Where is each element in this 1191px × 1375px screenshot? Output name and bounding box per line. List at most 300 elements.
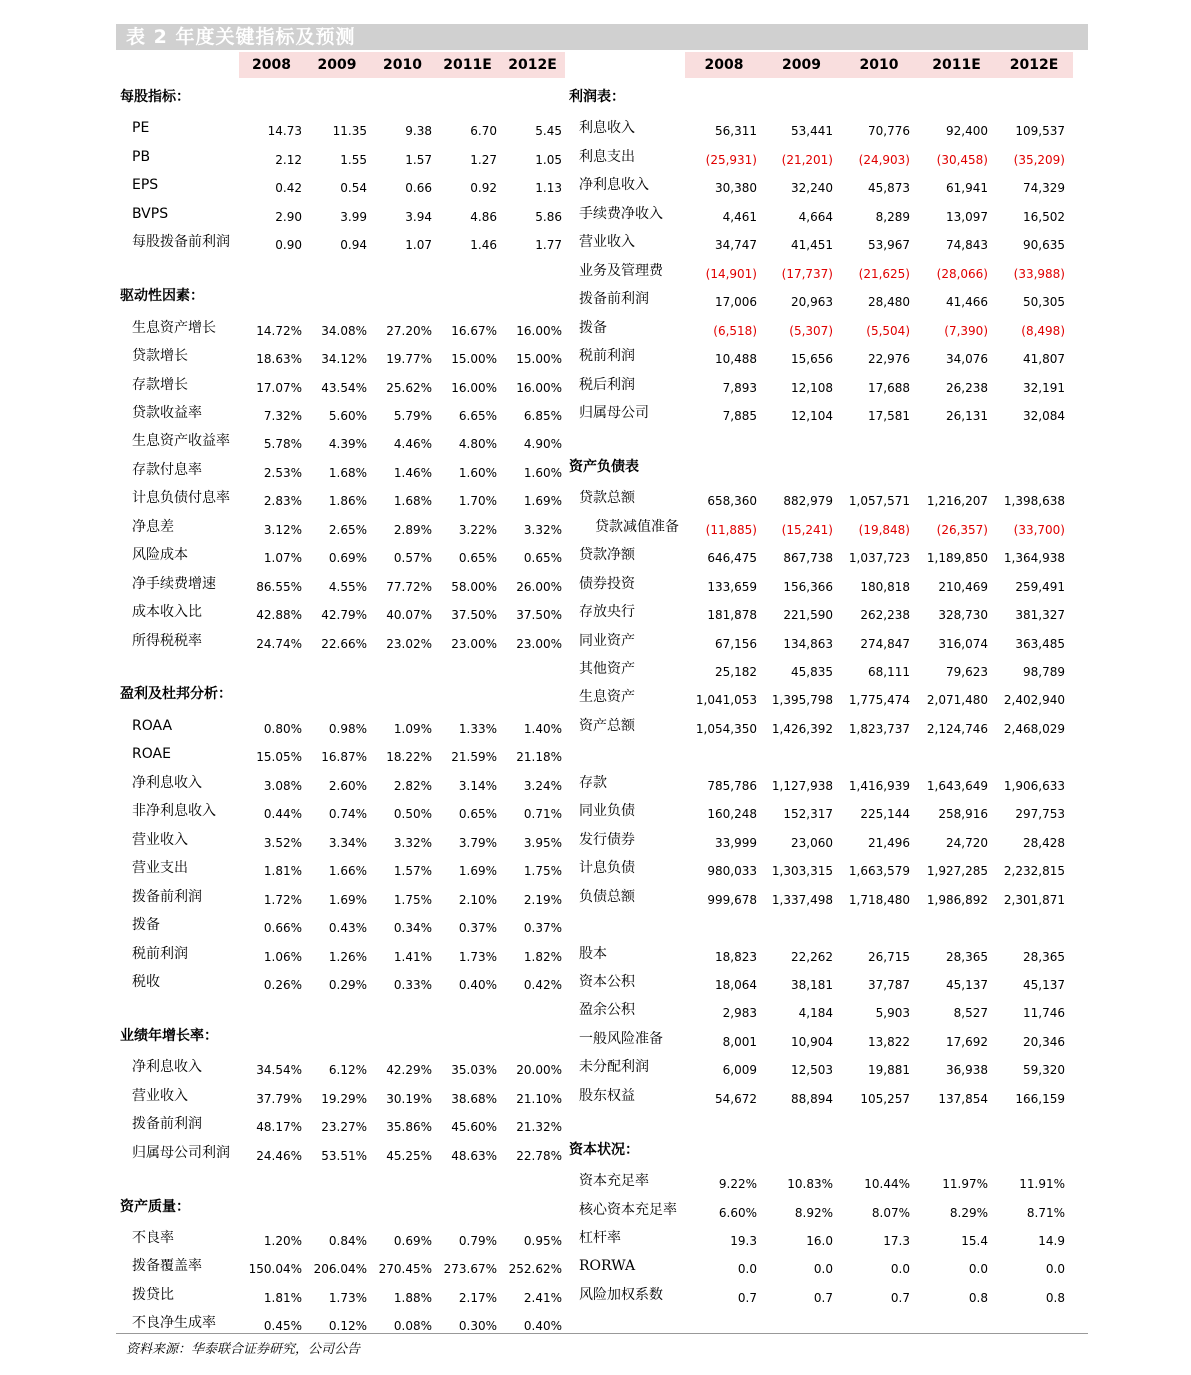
row-label: 净利息收入 [132, 774, 202, 791]
cell-2011e: 79,623 [946, 665, 988, 679]
cell-2012e: 2.41% [523, 1290, 562, 1305]
row-label: 贷款净额 [579, 547, 635, 564]
row-label: 归属母公司利润 [132, 1144, 230, 1161]
cell-2008: 2.83% [263, 494, 302, 509]
cell-2008: 33,999 [715, 835, 757, 850]
cell-2011e: 48.63% [451, 1148, 497, 1163]
cell-2009: 38,181 [791, 977, 833, 992]
cell-2009: 12,104 [791, 408, 833, 423]
cell-2009: 3.99 [340, 209, 367, 224]
right-section-row [0, 457, 1191, 485]
cell-2009: 32,240 [791, 181, 833, 196]
cell-2008: 14.73 [267, 124, 302, 139]
cell-2009: 0.7 [813, 1290, 833, 1305]
right-year-2011e: 2011E [932, 57, 981, 73]
cell-2012e: 98,789 [1023, 665, 1065, 679]
cell-2012e: 3.32% [523, 522, 562, 537]
row-label: 风险加权系数 [579, 1286, 663, 1303]
row-label: 利息支出 [579, 148, 635, 165]
right-table-row [0, 172, 1191, 200]
cell-2010: (5,504) [866, 323, 910, 338]
cell-2010: 9.38 [405, 124, 432, 139]
cell-2008: 15.05% [256, 750, 302, 765]
cell-2008: 9.22% [718, 1177, 757, 1192]
cell-2010: 1,718,480 [848, 892, 910, 907]
cell-2008: 3.52% [263, 835, 302, 850]
cell-2011e: 1,643,649 [926, 778, 988, 793]
row-label: 拨备 [132, 917, 160, 934]
cell-2012e: 21.18% [516, 750, 562, 765]
cell-2012e: 28,365 [1023, 949, 1065, 964]
cell-2011e: 24,720 [946, 835, 988, 850]
cell-2010: 0.7 [890, 1290, 910, 1305]
cell-2011e: (7,390) [944, 323, 988, 338]
cell-2010: 1.41% [393, 949, 432, 964]
cell-2008: 37.79% [256, 1091, 302, 1106]
cell-2008: 54,672 [715, 1091, 757, 1106]
cell-2011e: 23.00% [451, 636, 497, 651]
cell-2009: 5.60% [328, 408, 367, 423]
cell-2008: 67,156 [715, 636, 757, 651]
cell-2012e: 6.85% [523, 408, 562, 423]
row-label: 存款增长 [132, 376, 188, 393]
cell-2012e: 1.69% [523, 494, 562, 509]
cell-2012e: 1.13 [535, 181, 562, 196]
cell-2010: 5,903 [875, 1006, 910, 1021]
cell-2012e: (33,988) [1013, 266, 1065, 281]
cell-2011e: 2.10% [458, 892, 497, 907]
row-label: 债券投资 [579, 575, 635, 592]
cell-2011e: 74,843 [946, 238, 988, 253]
cell-2009: 0.0 [813, 1262, 833, 1277]
cell-2008: 3.08% [263, 778, 302, 793]
cell-2009: 34.08% [321, 323, 367, 338]
right-table-row [0, 400, 1191, 428]
cell-2010: (24,903) [858, 152, 910, 167]
cell-2011e: 37.50% [451, 608, 497, 623]
cell-2012e: (35,209) [1013, 152, 1065, 167]
row-label: 成本收入比 [132, 604, 202, 621]
cell-2009: 1.26% [328, 949, 367, 964]
cell-2011e: 316,074 [938, 636, 988, 651]
right-table-row [0, 969, 1191, 997]
cell-2008: 646,475 [707, 551, 757, 566]
cell-2011e: 0.79% [458, 1234, 497, 1248]
cell-2008: 2,983 [722, 1006, 757, 1021]
row-label: 资产总额 [579, 717, 635, 734]
left-year-2009: 2009 [317, 57, 357, 73]
cell-2010: 3.94 [405, 209, 432, 224]
cell-2011e: 28,365 [946, 949, 988, 964]
cell-2008: (25,931) [705, 152, 757, 167]
cell-2012e: 16,502 [1023, 209, 1065, 224]
cell-2009: 3.34% [328, 835, 367, 850]
cell-2009: 45,835 [791, 665, 833, 679]
right-table-row [0, 628, 1191, 656]
cell-2012e: (8,498) [1021, 323, 1065, 338]
cell-2012e: 21.32% [516, 1120, 562, 1135]
cell-2008: 0.44% [263, 807, 302, 822]
cell-2008: 24.46% [256, 1148, 302, 1163]
cell-2008: 4,461 [722, 209, 757, 224]
right-year-2012e: 2012E [1009, 57, 1059, 73]
row-label: 贷款收益率 [132, 404, 202, 421]
cell-2009: 2.60% [328, 778, 367, 793]
row-label: 拨备覆盖率 [132, 1258, 202, 1275]
cell-2011e: 38.68% [451, 1091, 497, 1106]
row-label: 业务及管理费 [579, 262, 663, 279]
cell-2012e: 363,485 [1015, 636, 1065, 651]
cell-2010: 23.02% [386, 636, 432, 651]
cell-2010: 0.08% [393, 1319, 432, 1334]
right-table-row [0, 827, 1191, 855]
right-table-row [0, 884, 1191, 912]
cell-2010: 1.57% [393, 864, 432, 879]
cell-2012e: 74,329 [1023, 181, 1065, 196]
cell-2011e: 0.30% [458, 1319, 497, 1334]
cell-2010: 28,480 [868, 295, 910, 310]
row-label: ROAA [132, 717, 173, 734]
cell-2010: 26,715 [868, 949, 910, 964]
cell-2011e: (26,357) [936, 522, 988, 537]
cell-2010: 3.32% [393, 835, 432, 850]
cell-2010: 77.72% [386, 579, 432, 594]
cell-2008: 1.07% [263, 551, 302, 566]
cell-2009: 1,127,938 [771, 778, 833, 793]
cell-2008: 0.26% [263, 977, 302, 992]
cell-2012e: 2.19% [523, 892, 562, 907]
cell-2010: 1,037,723 [848, 551, 910, 566]
cell-2012e: 5.86 [535, 209, 562, 224]
right-table-row [0, 599, 1191, 627]
cell-2010: 40.07% [386, 608, 432, 623]
cell-2008: (14,901) [705, 266, 757, 281]
cell-2012e: 22.78% [516, 1148, 562, 1163]
cell-2009: 1,395,798 [771, 693, 833, 708]
cell-2012e: 23.00% [516, 636, 562, 651]
cell-2012e: 0.95% [523, 1234, 562, 1248]
row-label: 资本公积 [579, 973, 635, 990]
left-table-row [0, 741, 1191, 769]
cell-2011e: 0.0 [968, 1262, 988, 1277]
row-label: 非净利息收入 [132, 803, 216, 820]
cell-2010: 68,111 [868, 665, 910, 679]
row-label: ROAE [132, 746, 171, 763]
cell-2011e: 11.97% [942, 1177, 988, 1192]
row-label: 拨备 [579, 319, 607, 336]
cell-2008: 42.88% [256, 608, 302, 623]
cell-2009: 12,108 [791, 380, 833, 395]
cell-2011e: 16.67% [451, 323, 497, 338]
cell-2009: 0.98% [328, 721, 367, 736]
cell-2010: 17,688 [868, 380, 910, 395]
row-label: 一般风险准备 [579, 1030, 663, 1047]
right-table-row [0, 1282, 1191, 1310]
cell-2009: 134,863 [783, 636, 833, 651]
cell-2009: 10.83% [787, 1177, 833, 1192]
cell-2009: 41,451 [791, 238, 833, 253]
cell-2008: (6,518) [713, 323, 757, 338]
cell-2008: 48.17% [256, 1120, 302, 1135]
cell-2011e: 273.67% [443, 1262, 497, 1277]
right-table-row [0, 343, 1191, 371]
cell-2012e: 59,320 [1023, 1063, 1065, 1078]
cell-2012e: 20.00% [516, 1063, 562, 1078]
cell-2008: 2.12 [275, 152, 302, 167]
cell-2011e: 1.46 [470, 238, 497, 253]
cell-2011e: 58.00% [451, 579, 497, 594]
cell-2008: 34,747 [715, 238, 757, 253]
cell-2009: 16.0 [806, 1234, 833, 1248]
row-label: BVPS [132, 205, 169, 222]
cell-2011e: 4.80% [458, 437, 497, 452]
cell-2010: 0.57% [393, 551, 432, 566]
cell-2010: 4.46% [393, 437, 432, 452]
source-note: 资料来源：华泰联合证券研究，公司公告 [126, 1342, 361, 1357]
row-label: 盈余公积 [579, 1002, 635, 1019]
cell-2009: 20,963 [791, 295, 833, 310]
cell-2009: 0.69% [328, 551, 367, 566]
right-table-row [0, 1225, 1191, 1253]
row-label: 税前利润 [132, 945, 188, 962]
cell-2012e: 16.00% [516, 380, 562, 395]
left-year-2012e: 2012E [508, 57, 557, 73]
cell-2012e: 5.45 [535, 124, 562, 139]
cell-2011e: 26,131 [946, 408, 988, 423]
cell-2010: 45,873 [868, 181, 910, 196]
cell-2011e: 0.65% [458, 551, 497, 566]
cell-2009: 0.29% [328, 977, 367, 992]
cell-2009: (5,307) [789, 323, 833, 338]
cell-2008: 56,311 [715, 124, 757, 139]
row-label: 生息资产增长 [132, 319, 216, 336]
row-label: 同业负债 [579, 803, 635, 820]
row-label: 负债总额 [579, 888, 635, 905]
cell-2008: 2.90 [275, 209, 302, 224]
cell-2009: 1.68% [328, 465, 367, 480]
cell-2008: (11,885) [705, 522, 757, 537]
cell-2011e: 1.70% [458, 494, 497, 509]
row-label: 贷款增长 [132, 348, 188, 365]
row-label: PB [132, 148, 151, 165]
cell-2008: 7,893 [722, 380, 757, 395]
cell-2011e: 21.59% [451, 750, 497, 765]
cell-2012e: 2,402,940 [1003, 693, 1065, 708]
cell-2012e: 15.00% [516, 352, 562, 367]
row-label: 税后利润 [579, 376, 635, 393]
cell-2011e: 6.70 [470, 124, 497, 139]
cell-2012e: 3.95% [523, 835, 562, 850]
cell-2009: 882,979 [783, 494, 833, 509]
cell-2012e: 0.0 [1045, 1262, 1065, 1277]
right-table-row [0, 798, 1191, 826]
row-label: 贷款总额 [579, 490, 635, 507]
cell-2011e: 45,137 [946, 977, 988, 992]
cell-2009: 1.86% [328, 494, 367, 509]
cell-2011e: 3.14% [458, 778, 497, 793]
cell-2010: 1.57 [405, 152, 432, 167]
right-table-row [0, 941, 1191, 969]
cell-2008: 18,823 [715, 949, 757, 964]
cell-2009: 23,060 [791, 835, 833, 850]
right-table-row [0, 485, 1191, 513]
cell-2010: 18.22% [386, 750, 432, 765]
row-label: 营业收入 [579, 234, 635, 251]
right-table-row [0, 997, 1191, 1025]
cell-2012e: 0.71% [523, 807, 562, 822]
cell-2010: 1.88% [393, 1290, 432, 1305]
cell-2010: 1,775,474 [848, 693, 910, 708]
cell-2010: 53,967 [868, 238, 910, 253]
cell-2009: 1,426,392 [771, 721, 833, 736]
cell-2009: 1.73% [328, 1290, 367, 1305]
cell-2008: 0.80% [263, 721, 302, 736]
cell-2010: 1,663,579 [848, 864, 910, 879]
row-label: 净利息收入 [579, 177, 649, 194]
cell-2009: 0.43% [328, 921, 367, 936]
row-label: 股东权益 [579, 1087, 635, 1104]
cell-2012e: 0.40% [523, 1319, 562, 1334]
cell-2010: 262,238 [860, 608, 910, 623]
cell-2012e: 26.00% [516, 579, 562, 594]
left-table-row [0, 912, 1191, 940]
cell-2010: 180,818 [860, 579, 910, 594]
cell-2012e: 0.37% [523, 921, 562, 936]
row-label: 生息资产收益率 [132, 433, 230, 450]
cell-2008: 181,878 [707, 608, 757, 623]
cell-2010: 0.34% [393, 921, 432, 936]
left-table-row [0, 1310, 1191, 1338]
left-table-row [0, 428, 1191, 456]
cell-2008: 25,182 [715, 665, 757, 679]
cell-2008: 0.90 [275, 238, 302, 253]
row-label: 核心资本充足率 [579, 1201, 677, 1218]
cell-2009: 11.35 [332, 124, 367, 139]
cell-2010: 0.50% [393, 807, 432, 822]
cell-2010: 0.66 [405, 181, 432, 196]
cell-2012e: 21.10% [516, 1091, 562, 1106]
right-year-2009: 2009 [782, 57, 821, 73]
left-year-2008: 2008 [252, 57, 291, 73]
cell-2009: 6.12% [328, 1063, 367, 1078]
cell-2008: 86.55% [256, 579, 302, 594]
cell-2009: 22.66% [321, 636, 367, 651]
cell-2008: 5.78% [263, 437, 302, 452]
right-year-header [685, 52, 1073, 78]
cell-2011e: 1.73% [458, 949, 497, 964]
row-label: 营业支出 [132, 860, 188, 877]
right-table-row [0, 1083, 1191, 1111]
cell-2010: 1.07 [405, 238, 432, 253]
section-heading: 每股指标： [120, 89, 190, 105]
cell-2008: 0.66% [263, 921, 302, 936]
row-label: 存放央行 [579, 604, 635, 621]
row-label: 杠杆率 [579, 1230, 621, 1246]
cell-2008: 7.32% [263, 408, 302, 423]
cell-2010: 274,847 [860, 636, 910, 651]
cell-2012e: 109,537 [1015, 124, 1065, 139]
cell-2012e: 1,906,633 [1003, 778, 1065, 793]
cell-2010: 1,057,571 [848, 494, 910, 509]
right-table-row [0, 1197, 1191, 1225]
row-label: 税收 [132, 973, 160, 990]
cell-2010: 37,787 [868, 977, 910, 992]
cell-2008: 7,885 [722, 408, 757, 423]
row-label: 净息差 [132, 518, 174, 535]
right-section-row [0, 87, 1191, 115]
right-table-row [0, 542, 1191, 570]
section-heading: 利润表： [569, 89, 625, 105]
cell-2012e: 14.9 [1038, 1234, 1065, 1248]
cell-2009: 12,503 [791, 1063, 833, 1078]
row-label: 营业收入 [132, 1087, 188, 1104]
row-label: 净手续费增速 [132, 575, 216, 592]
left-year-header [239, 52, 565, 78]
cell-2010: 1.09% [393, 721, 432, 736]
cell-2012e: 2,468,029 [1003, 721, 1065, 736]
cell-2010: 45.25% [386, 1148, 432, 1163]
cell-2012e: 1.05 [535, 152, 562, 167]
cell-2011e: 0.37% [458, 921, 497, 936]
cell-2010: 8,289 [875, 209, 910, 224]
cell-2010: 1.68% [393, 494, 432, 509]
cell-2012e: 50,305 [1023, 295, 1065, 310]
cell-2012e: 381,327 [1015, 608, 1065, 623]
cell-2011e: (28,066) [936, 266, 988, 281]
right-table-row [0, 286, 1191, 314]
cell-2008: 19.3 [730, 1234, 757, 1248]
cell-2010: 70,776 [868, 124, 910, 139]
cell-2009: 23.27% [321, 1120, 367, 1135]
cell-2008: 17.07% [256, 380, 302, 395]
cell-2008: 980,033 [707, 864, 757, 879]
cell-2009: 53,441 [791, 124, 833, 139]
cell-2009: 1.55 [340, 152, 367, 167]
section-heading: 资产负债表 [569, 458, 639, 475]
cell-2009: 4.39% [328, 437, 367, 452]
cell-2012e: 0.8 [1045, 1290, 1065, 1305]
cell-2012e: 166,159 [1015, 1091, 1065, 1106]
cell-2008: 1.81% [263, 1290, 302, 1305]
right-table-row [0, 855, 1191, 883]
cell-2012e: 297,753 [1015, 807, 1065, 822]
cell-2011e: 1,189,850 [926, 551, 988, 566]
row-label: 风险成本 [132, 547, 188, 564]
cell-2008: 0.42 [275, 181, 302, 196]
cell-2010: 105,257 [860, 1091, 910, 1106]
cell-2011e: 1,216,207 [926, 494, 988, 509]
right-table-row [0, 115, 1191, 143]
row-label: 股本 [579, 945, 607, 962]
cell-2011e: 92,400 [946, 124, 988, 139]
cell-2012e: 1,398,638 [1003, 494, 1065, 509]
cell-2011e: 3.22% [458, 522, 497, 537]
right-table-row [0, 571, 1191, 599]
cell-2010: 30.19% [386, 1091, 432, 1106]
cell-2008: 785,786 [707, 778, 757, 793]
cell-2012e: 3.24% [523, 778, 562, 793]
cell-2011e: 1.69% [458, 864, 497, 879]
cell-2009: 2.65% [328, 522, 367, 537]
cell-2009: 1.69% [328, 892, 367, 907]
section-heading: 驱动性因素： [120, 288, 204, 305]
row-label: 其他资产 [579, 661, 635, 677]
cell-2012e: 16.00% [516, 323, 562, 338]
cell-2011e: 13,097 [946, 209, 988, 224]
cell-2012e: 0.65% [523, 551, 562, 566]
right-table-row [0, 201, 1191, 229]
right-table-row [0, 1026, 1191, 1054]
